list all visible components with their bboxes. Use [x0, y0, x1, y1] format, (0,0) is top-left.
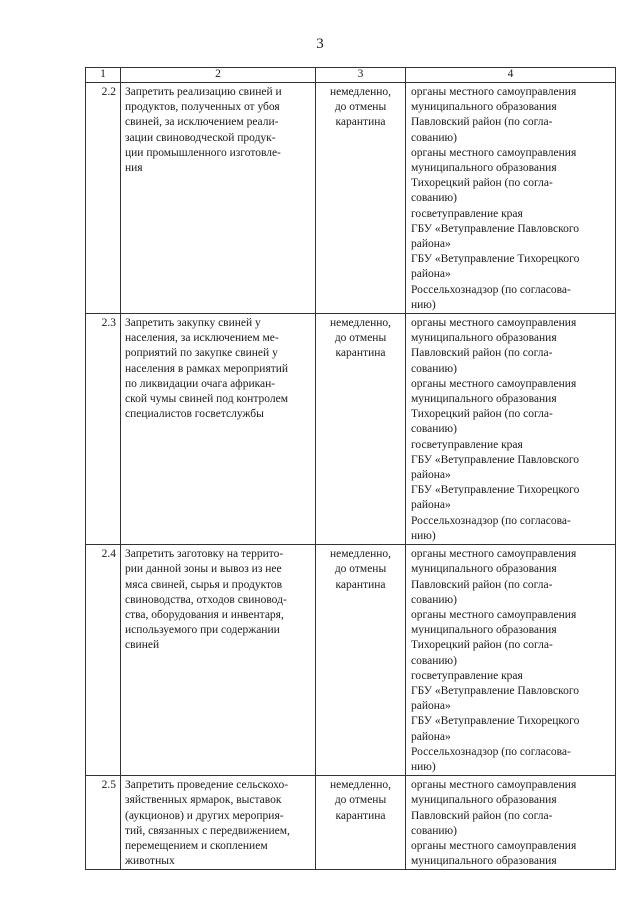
executor-line: Россельхознадзор (по согласова-: [411, 514, 571, 527]
executor-line: ГБУ «Ветуправление Тихорецкого: [411, 715, 580, 728]
executor-line: сованию): [411, 654, 457, 667]
deadline-cell: [316, 776, 406, 870]
measure-text-line: перемещением и скоплением: [125, 839, 268, 852]
row-number: [86, 83, 121, 314]
measure-text-line: по ликвидации очага африкан-: [125, 377, 276, 390]
executors-cell: [406, 314, 616, 545]
executor-line: муниципального образования: [411, 332, 557, 345]
executor-line: ГБУ «Ветуправление Тихорецкого: [411, 484, 580, 497]
executor-line: муниципального образования: [411, 855, 557, 868]
executor-line: сованию): [411, 362, 457, 375]
measure-cell: [121, 83, 316, 314]
executor-line: муниципального образования: [411, 101, 557, 114]
table-row: [86, 545, 616, 776]
executor-line: ГБУ «Ветуправление Павловского: [411, 222, 580, 235]
measure-text-line: тий, связанных с передвижением,: [125, 824, 290, 837]
measure-text-line: свиней: [125, 639, 160, 652]
measure-text-line: используемого при содержании: [125, 624, 280, 637]
executor-line: Тихорецкий район (по согла-: [411, 408, 553, 421]
executor-line: нию): [411, 529, 436, 542]
executor-line: района»: [411, 700, 451, 713]
executor-line: органы местного самоуправления: [411, 779, 577, 792]
measure-text-line: зяйственных ярмарок, выставок: [125, 794, 282, 807]
measure-text-line: Запретить закупку свиней у: [125, 317, 261, 330]
executor-line: ГБУ «Ветуправление Павловского: [411, 684, 580, 697]
measure-text-line: Запретить реализацию свиней и: [125, 86, 282, 98]
executor-line: муниципального образования: [411, 794, 557, 807]
deadline-text-line: до отмены: [334, 794, 387, 807]
measure-text-line: ства, оборудования и инвентаря,: [125, 608, 284, 621]
executor-line: Павловский район (по согла-: [411, 578, 553, 591]
table-row: [86, 314, 616, 545]
row-number: [86, 776, 121, 870]
executor-line: муниципального образования: [411, 563, 557, 576]
measure-text-line: Запретить заготовку на террито-: [125, 548, 284, 561]
executor-line: ГБУ «Ветуправление Павловского: [411, 453, 580, 466]
executor-line: Россельхознадзор (по согласова-: [411, 745, 571, 758]
deadline-text-line: до отмены: [334, 563, 387, 576]
executor-line: госветуправление края: [411, 207, 523, 220]
executor-line: Тихорецкий район (по согла-: [411, 177, 553, 190]
executor-line: Павловский район (по согла-: [411, 347, 553, 360]
column-header-1: 1: [86, 68, 121, 83]
measure-text-line: Запретить проведение сельскохо-: [125, 779, 289, 792]
measure-text-line: специалистов госветслужбы: [125, 408, 264, 421]
measure-text-line: ской чумы свиней под контролем: [125, 393, 288, 406]
column-header-3: 3: [316, 68, 406, 83]
executor-line: Тихорецкий район (по согла-: [411, 639, 553, 652]
measure-text-line: зации свиноводческой продук-: [125, 131, 276, 144]
executor-line: органы местного самоуправления: [411, 317, 577, 330]
row-number-text: 2.5: [101, 779, 116, 792]
measure-text-line: населения в рамках мероприятий: [125, 362, 289, 375]
executor-line: Павловский район (по согла-: [411, 809, 553, 822]
executor-line: сованию): [411, 824, 457, 837]
deadline-text-line: карантина: [335, 116, 386, 129]
executor-line: сованию): [411, 192, 457, 205]
executor-line: района»: [411, 730, 451, 743]
executor-line: Россельхознадзор (по согласова-: [411, 283, 571, 296]
executor-line: муниципального образования: [411, 393, 557, 406]
deadline-text-line: до отмены: [334, 101, 387, 114]
row-number: [86, 545, 121, 776]
measure-text-line: (аукционов) и других мероприя-: [125, 809, 284, 822]
executor-line: органы местного самоуправления: [411, 86, 577, 98]
deadline-text-line: немедленно,: [329, 548, 392, 561]
executors-cell: [406, 776, 616, 870]
executors-cell: [406, 83, 616, 314]
measure-text-line: продуктов, полученных от убоя: [125, 101, 280, 114]
measures-table: [85, 67, 616, 870]
measure-text-line: ции промышленного изготовле-: [125, 146, 281, 159]
deadline-text-line: карантина: [335, 578, 386, 591]
executor-line: органы местного самоуправления: [411, 146, 577, 159]
measure-text-line: рии данной зоны и вывоз из нее: [125, 563, 282, 576]
row-number: [86, 314, 121, 545]
executor-line: органы местного самоуправления: [411, 608, 577, 621]
executor-line: района»: [411, 268, 451, 281]
deadline-text-line: немедленно,: [329, 317, 392, 330]
measure-text-line: мяса свиней, сырья и продуктов: [125, 578, 283, 591]
measure-cell: [121, 545, 316, 776]
executor-line: района»: [411, 238, 451, 251]
executor-line: ГБУ «Ветуправление Тихорецкого: [411, 253, 580, 266]
executor-line: сованию): [411, 593, 457, 606]
column-header-4: 4: [406, 68, 616, 83]
executors-cell: [406, 545, 616, 776]
executor-line: муниципального образования: [411, 162, 557, 175]
measure-text-line: свиней, за исключением реали-: [125, 116, 279, 129]
measure-text-line: свиноводства, отходов свиновод-: [125, 593, 287, 606]
page-number: 3: [316, 36, 324, 52]
measure-text-line: животных: [125, 855, 175, 868]
executor-line: органы местного самоуправления: [411, 377, 577, 390]
deadline-text-line: до отмены: [334, 332, 387, 345]
row-number-text: 2.3: [101, 317, 116, 330]
deadline-text-line: карантина: [335, 347, 386, 360]
deadline-cell: [316, 314, 406, 545]
executor-line: сованию): [411, 423, 457, 436]
measure-text-line: роприятий по закупке свиней у: [125, 347, 278, 360]
executor-line: нию): [411, 298, 436, 311]
measure-text-line: ния: [125, 162, 143, 175]
deadline-cell: [316, 545, 406, 776]
deadline-cell: [316, 83, 406, 314]
executor-line: района»: [411, 469, 451, 482]
executor-line: Павловский район (по согла-: [411, 116, 553, 129]
executor-line: госветуправление края: [411, 669, 523, 682]
row-number-text: 2.2: [101, 86, 116, 98]
deadline-text-line: немедленно,: [329, 779, 392, 792]
row-number-text: 2.4: [101, 548, 116, 561]
measure-text-line: населения, за исключением ме-: [125, 332, 279, 345]
executor-line: муниципального образования: [411, 624, 557, 637]
deadline-text-line: немедленно,: [329, 86, 392, 98]
measure-cell: [121, 776, 316, 870]
executor-line: органы местного самоуправления: [411, 548, 577, 561]
measure-cell: [121, 314, 316, 545]
executor-line: госветуправление края: [411, 438, 523, 451]
executor-line: органы местного самоуправления: [411, 839, 577, 852]
table-row: [86, 83, 616, 314]
executor-line: района»: [411, 499, 451, 512]
executor-line: нию): [411, 760, 436, 773]
deadline-text-line: карантина: [335, 809, 386, 822]
table-row: [86, 776, 616, 870]
table-header-row: [86, 68, 616, 83]
executor-line: сованию): [411, 131, 457, 144]
column-header-2: 2: [121, 68, 316, 83]
